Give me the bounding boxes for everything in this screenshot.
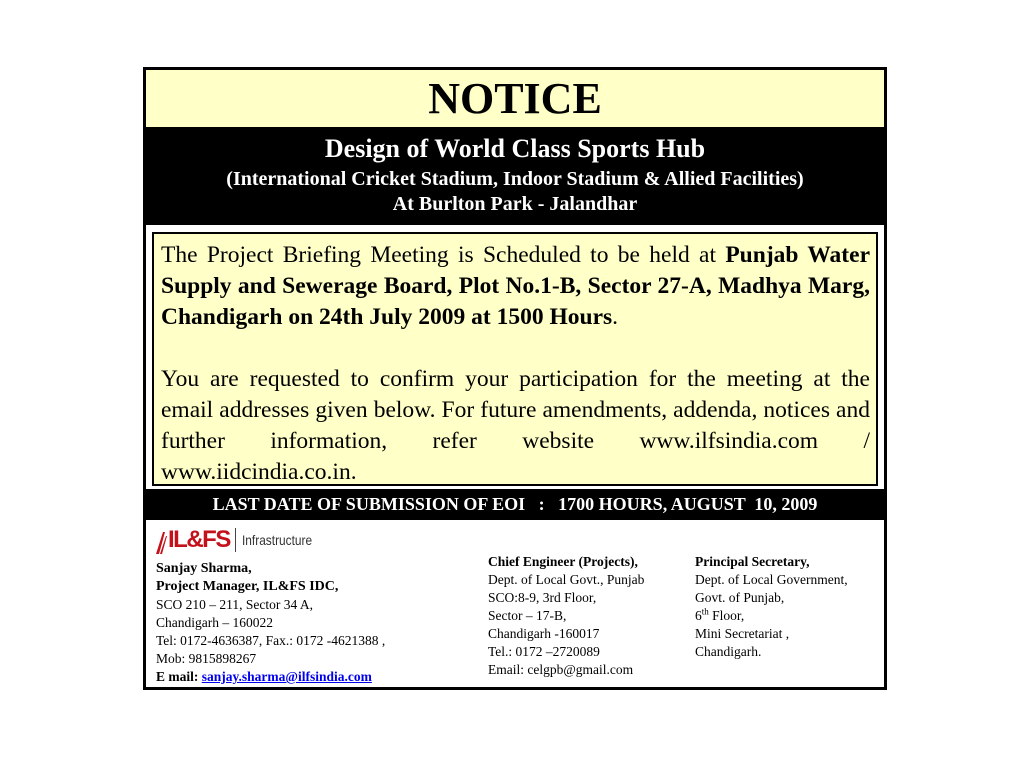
contact-principal-secretary — [695, 553, 848, 661]
contact-title: Project Manager, IL&FS IDC, — [156, 579, 339, 594]
contact-line: Dept. of Local Government, — [695, 572, 848, 587]
email-label: E mail: — [156, 669, 202, 684]
floor-number: 6 — [695, 608, 702, 623]
notice-body — [152, 232, 878, 486]
contact-tel: Tel: 0172-4636387, Fax.: 0172 -4621388 , — [156, 633, 386, 648]
contact-name: Sanjay Sharma, — [156, 561, 252, 576]
meeting-end: . — [612, 304, 619, 330]
email-link[interactable]: sanjay.sharma@ilfsindia.com — [201, 669, 372, 684]
contact-address-1: SCO 210 – 211, Sector 34 A, — [156, 597, 314, 612]
contact-line: Sector – 17-B, — [488, 608, 567, 623]
meeting-paragraph — [161, 240, 870, 333]
project-location: At Burlton Park - Jalandhar — [392, 193, 638, 215]
confirmation-paragraph: You are requested to confirm your participation for the meeting at the email addresses given below. For future amendments, addenda, notices and further information, refer website www.ilfsindia.com / www.iidcindia.co.in. — [161, 366, 870, 485]
meeting-intro: The Project Briefing Meeting is Scheduled to be held at — [161, 242, 726, 268]
contact-email: Email: celgpb@gmail.com — [488, 662, 634, 677]
contact-chief-engineer — [488, 553, 644, 679]
contact-title: Principal Secretary, — [695, 554, 810, 569]
contact-line: Tel.: 0172 –2720089 — [488, 644, 600, 659]
contact-line: Govt. of Punjab, — [695, 590, 785, 605]
contact-email-line — [156, 668, 385, 686]
contact-ilfs — [156, 560, 385, 686]
deadline-banner: LAST DATE OF SUBMISSION OF EOI : 1700 HOURS, AUGUST 10, 2009 — [146, 489, 884, 520]
contact-title: Chief Engineer (Projects), — [488, 554, 638, 569]
floor-text: Floor, — [708, 608, 745, 623]
ilfs-logo — [156, 525, 324, 555]
meeting-venue: Punjab Water Supply and Sewerage Board, Plot No.1-B, Sector 27-A, Madhya Marg, Chandigarh on 24th July 2009 at 1500 Hours — [161, 242, 870, 330]
logo-divider — [235, 528, 236, 552]
logo-subtitle: Infrastructure — [241, 532, 312, 548]
title-band — [146, 70, 884, 127]
notice-frame — [143, 67, 887, 690]
notice-title: NOTICE — [428, 74, 602, 123]
contact-line: Dept. of Local Govt., Punjab — [488, 572, 645, 587]
ilfs-mark-icon — [156, 526, 167, 554]
project-title: Design of World Class Sports Hub — [324, 134, 706, 163]
contact-line: Mini Secretariat , — [695, 626, 790, 641]
contact-floor — [695, 607, 848, 625]
contact-mob: Mob: 9815898267 — [156, 651, 257, 666]
floor-suffix: th — [701, 606, 709, 617]
logo-brand: IL&FS — [168, 526, 230, 553]
project-band — [146, 127, 884, 225]
contact-line: Chandigarh. — [695, 644, 762, 659]
contact-address-2: Chandigarh – 160022 — [156, 615, 273, 630]
project-subtitle: (International Cricket Stadium, Indoor Stadium & Allied Facilities) — [226, 168, 804, 190]
contact-line: SCO:8-9, 3rd Floor, — [488, 590, 597, 605]
contact-line: Chandigarh -160017 — [488, 626, 600, 641]
